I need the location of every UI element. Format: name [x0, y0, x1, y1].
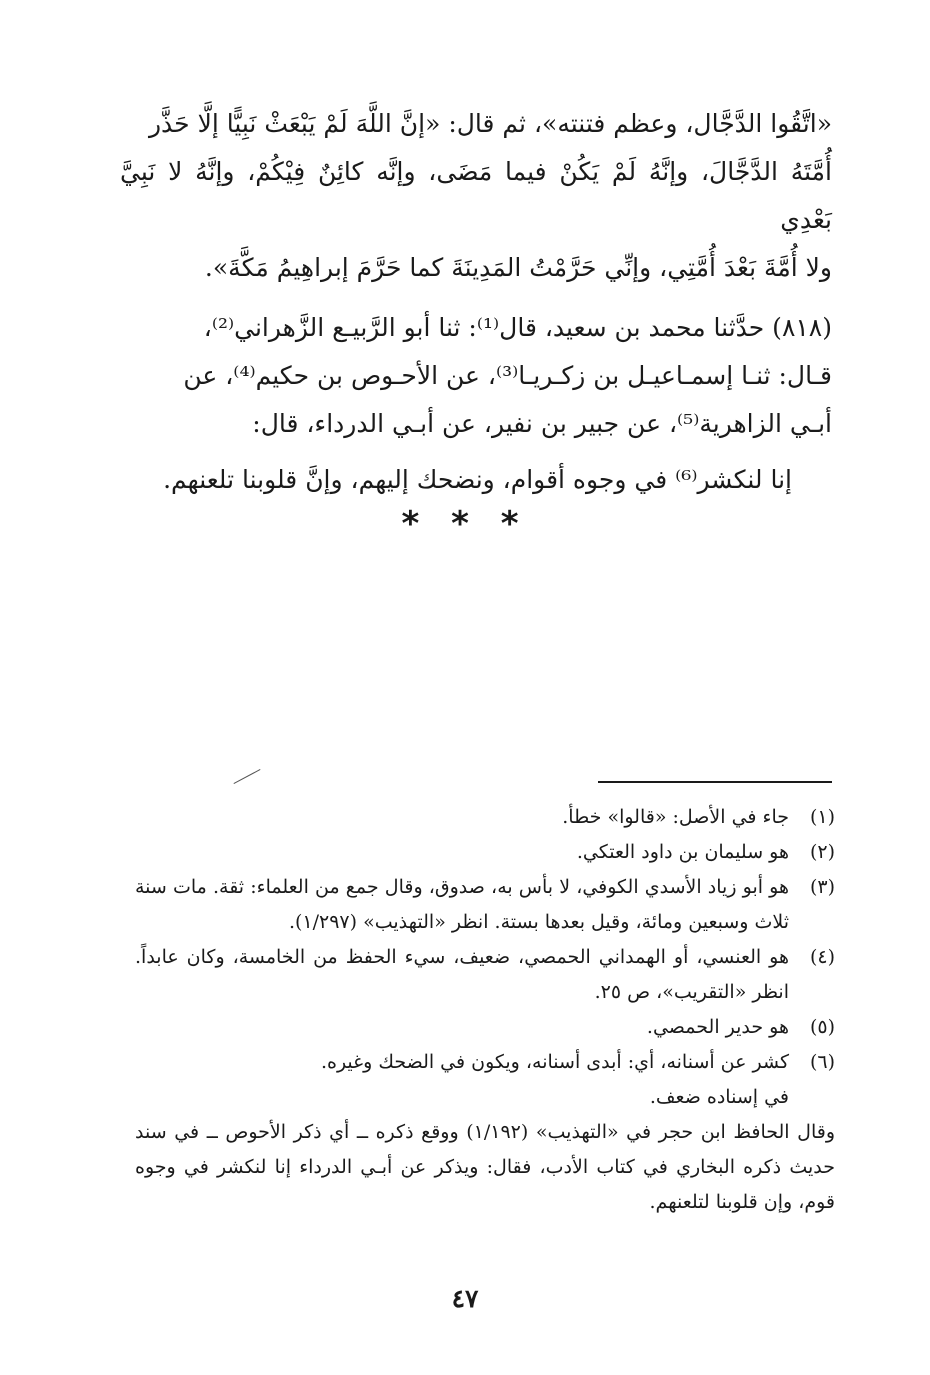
- footnote-1: [135, 800, 835, 835]
- footnotes: [135, 800, 835, 1220]
- footnote-text: جاء في الأصل: «قالوا» خطأ.: [562, 806, 789, 828]
- footnote-number: (١): [809, 806, 835, 828]
- page-number: ٤٧: [451, 1284, 479, 1313]
- stray-pen-mark: [234, 769, 261, 784]
- isnad-line: أبـي الزاهرية⁽⁵⁾، عن جبير بن نفير، عن أبـي الدرداء، قال:: [252, 409, 832, 438]
- footnote-6: [135, 1045, 835, 1080]
- footnote-continuation: وقال الحافظ ابن حجر في «التهذيب» (١/١٩٢) ووقع ذكره ــ أي ذكر الأحوص ــ في سند حديث ذكره البخاري في كتاب الأدب، فقال: ويذكر عن أبـي الدرداء إنا لنكشر في وجوه قوم، وإن قلوبنا لتلعنهم.: [135, 1121, 835, 1213]
- footnote-number: (٣): [809, 876, 835, 898]
- footnote-5: [135, 1010, 835, 1045]
- hadith-text-line: ولا أُمَّةَ بَعْدَ أُمَّتِي، وإنِّي حَرَّمْتُ المَدِينَةَ كما حَرَّمَ إبراهِيمُ مَكَّةَ».: [204, 253, 832, 282]
- footnote-text: هو سليمان بن داود العتكي.: [576, 841, 789, 863]
- main-text: [120, 100, 832, 504]
- isnad-line: (٨١٨) حدَّثنا محمد بن سعيد، قال⁽¹⁾: ثنا أبو الرَّبيـع الزَّهراني⁽²⁾،: [203, 313, 832, 342]
- footnote-4: [135, 940, 835, 1010]
- footnote-text: هو حدير الحمصي.: [646, 1016, 789, 1038]
- isnad-line: قـال: ثنـا إسمـاعيـل بن زكـريـا⁽³⁾، عن الأحـوص بن حكيم⁽⁴⁾، عن: [183, 361, 832, 390]
- footnote-number: (٦): [809, 1051, 835, 1073]
- footnote-3: [135, 870, 835, 940]
- footnote-2: [135, 835, 835, 870]
- footnote-number: (٢): [809, 841, 835, 863]
- footnote-continuation: في إسناده ضعف.: [649, 1086, 789, 1108]
- section-separator: * * *: [401, 504, 529, 544]
- footnote-number: (٥): [809, 1016, 835, 1038]
- hadith-text-line: أُمَّتَهُ الدَّجَّالَ، وإنَّهُ لَمْ يَكُنْ فيما مَضَى، وإنَّه كائِنٌ فِيْكُمْ، وإنَّهُ لا نَبِيَّ بَعْدِي: [120, 157, 832, 234]
- footnote-divider: [598, 781, 832, 783]
- footnote-text: كشر عن أسنانه، أي: أبدى أسنانه، ويكون في الضحك وغيره.: [320, 1051, 789, 1073]
- athar-quote: إنا لنكشر⁽⁶⁾ في وجوه أقوام، ونضحك إليهم، وإنَّ قلوبنا تلعنهم.: [163, 465, 792, 494]
- footnote-text: هو أبو زياد الأسدي الكوفي، لا بأس به، صدوق، وقال جمع من العلماء: ثقة. مات سنة ثلاث وسبعين ومائة، وقيل بعدها بستة. انظر «التهذيب» (١/٢٩٧).: [135, 876, 789, 933]
- footnote-number: (٤): [809, 946, 835, 968]
- hadith-text-line: «اتَّقُوا الدَّجَّال، وعظم فتنته»، ثم قال: «إنَّ اللَّهَ لَمْ يَبْعَثْ نَبِيًّا إلَّا حَذَّر: [148, 109, 832, 138]
- footnote-text: هو العنسي، أو الهمداني الحمصي، ضعيف، سيء الحفظ من الخامسة، وكان عابداً. انظر «التقريب»، ص ٢٥.: [135, 946, 790, 1003]
